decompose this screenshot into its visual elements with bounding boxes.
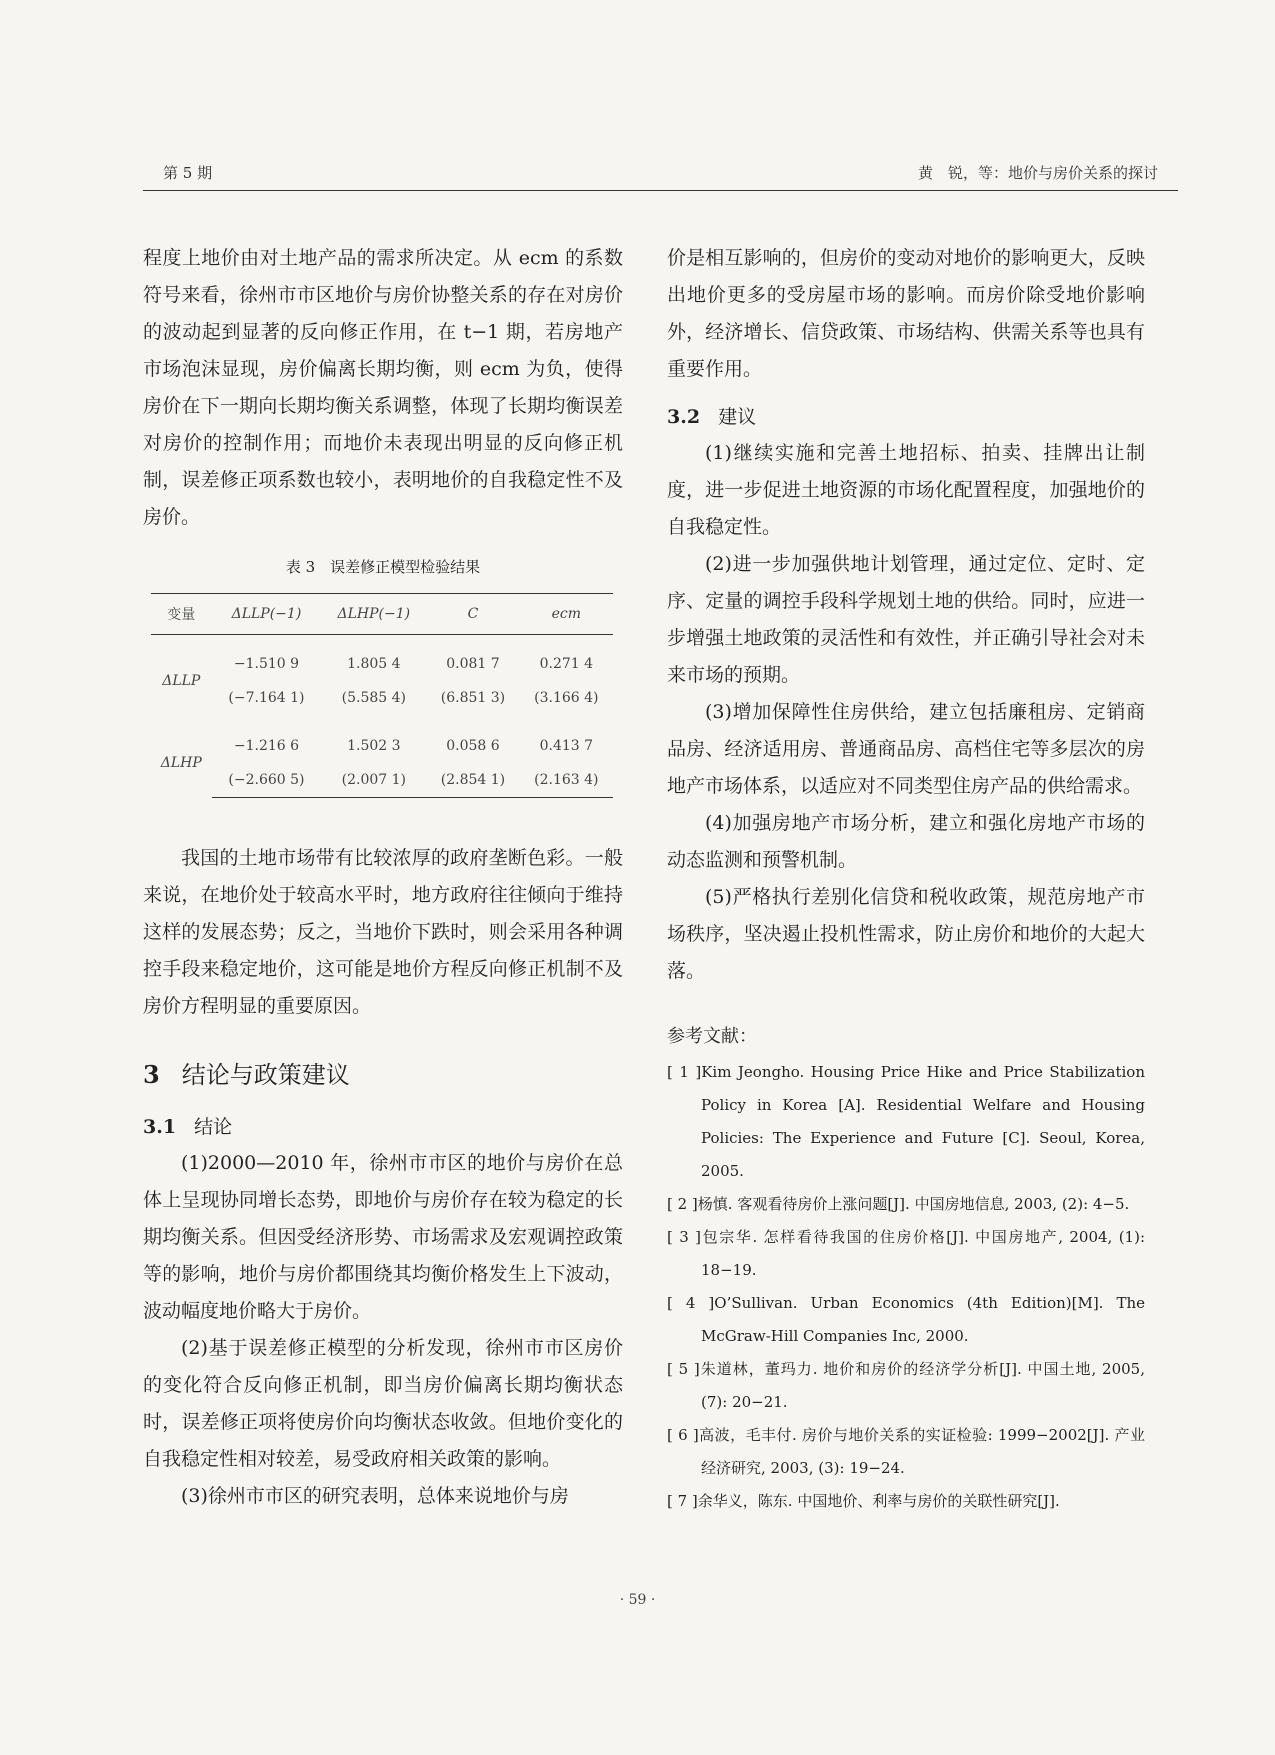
table-cell: −1.216 6 bbox=[233, 738, 300, 754]
table-cell: (2.007 1) bbox=[321, 763, 426, 798]
references-title: 参考文献： bbox=[667, 1026, 757, 1047]
paragraph: 价是相互影响的，但房价的变动对地价的影响更大，反映出地价更多的受房屋市场的影响。而房价除受地价影响外，经济增长、信贷政策、市场结构、供需关系等也具有重要作用。 bbox=[667, 247, 1145, 380]
table-cell: (3.166 4) bbox=[534, 690, 599, 706]
table-row bbox=[151, 681, 613, 715]
table-row bbox=[151, 635, 613, 648]
table-cell: (2.854 1) bbox=[426, 763, 519, 798]
table-cell-var: ΔLLP bbox=[162, 673, 201, 689]
reference-item: [ 2 ]杨慎. 客观看待房价上涨问题[J]. 中国房地信息, 2003, (2): 4−5. bbox=[667, 1195, 1130, 1213]
table-row bbox=[151, 729, 613, 763]
subsection-title: 结论 bbox=[194, 1116, 233, 1138]
paragraph: 我国的土地市场带有比较浓厚的政府垄断色彩。一般来说，在地价处于较高水平时，地方政府往往倾向于维持这样的发展态势；反之，当地价下跌时，则会采用各种调控手段来稳定地价，这可能是地价方程反向修正机制不及房价方程明显的重要原因。 bbox=[143, 847, 623, 1017]
paragraph: (5)严格执行差别化信贷和税收政策，规范房地产市场秩序，坚决遏止投机性需求，防止房价和地价的大起大落。 bbox=[667, 886, 1145, 982]
section-number: 3 bbox=[143, 1060, 160, 1089]
table-cell: 1.502 3 bbox=[347, 738, 401, 754]
table-header-cell: ΔLHP(−1) bbox=[337, 606, 411, 622]
paragraph: (2)进一步加强供地计划管理，通过定位、定时、定序、定量的调控手段科学规划土地的供给。同时，应进一步增强土地政策的灵活性和有效性，并正确引导社会对未来市场的预期。 bbox=[667, 553, 1145, 686]
reference-item: [ 1 ]Kim Jeongho. Housing Price Hike and Price Stabilization Policy in Korea [A]. Residential Welfare and Housing Policies: The Experience and Future [C]. Seoul, Korea, 2005. bbox=[667, 1063, 1145, 1180]
subsection-number: 3.1 bbox=[143, 1116, 177, 1138]
subsection-title: 建议 bbox=[718, 406, 757, 428]
section-title: 结论与政策建议 bbox=[181, 1061, 350, 1089]
paragraph: (3)增加保障性住房供给，建立包括廉租房、定销商品房、经济适用房、普通商品房、高档住宅等多层次的房地产市场体系，以适应对不同类型住房产品的供给需求。 bbox=[667, 701, 1145, 797]
table-caption: 表 3 误差修正模型检验结果 bbox=[285, 558, 481, 576]
table-header-row bbox=[151, 594, 613, 635]
reference-item: [ 6 ]高波，毛丰付. 房价与地价关系的实证检验: 1999−2002[J]. 产业经济研究, 2003, (3): 19−24. bbox=[667, 1426, 1145, 1477]
table-header-cell: ecm bbox=[551, 606, 582, 622]
table-row bbox=[151, 647, 613, 681]
subsection-heading bbox=[667, 402, 1145, 429]
table-header-cell: C bbox=[467, 606, 479, 622]
reference-item: [ 7 ]余华义，陈东. 中国地价、利率与房价的关联性研究[J]. bbox=[667, 1492, 1060, 1510]
reference-item: [ 3 ]包宗华. 怎样看待我国的住房价格[J]. 中国房地产, 2004, (1): 18−19. bbox=[667, 1228, 1145, 1279]
table-cell: 0.413 7 bbox=[539, 738, 594, 754]
results-table bbox=[151, 593, 613, 798]
subsection-heading bbox=[143, 1112, 623, 1139]
reference-item: [ 5 ]朱道林，董玛力. 地价和房价的经济学分析[J]. 中国土地, 2005, (7): 20−21. bbox=[667, 1360, 1145, 1411]
table-cell: (2.163 4) bbox=[520, 763, 613, 798]
table-cell: 0.271 4 bbox=[539, 656, 594, 672]
table-header-cell: 变量 bbox=[167, 607, 196, 623]
running-header bbox=[143, 156, 1178, 191]
table-cell: (−7.164 1) bbox=[228, 690, 305, 706]
issue-number: 第 5 期 bbox=[163, 164, 213, 182]
table-cell: (5.585 4) bbox=[341, 690, 406, 706]
section-heading bbox=[143, 1055, 623, 1090]
right-column bbox=[667, 240, 1145, 1518]
table-cell: 0.081 7 bbox=[446, 656, 500, 672]
paragraph: (1)2000—2010 年，徐州市市区的地价与房价在总体上呈现协同增长态势，即地价与房价存在较为稳定的长期均衡关系。但因受经济形势、市场需求及宏观调控政策等的影响，地价与房价都围绕其均衡价格发生上下波动，波动幅度地价略大于房价。 bbox=[143, 1152, 623, 1322]
table-cell: (−2.660 5) bbox=[212, 763, 322, 798]
paragraph: (2)基于误差修正模型的分析发现，徐州市市区房价的变化符合反向修正机制，即当房价偏离长期均衡状态时，误差修正项将使房价向均衡状态收敛。但地价变化的自我稳定性相对较差，易受政府相关政策的影响。 bbox=[143, 1337, 623, 1470]
page-number: · 59 · bbox=[619, 1592, 656, 1608]
table-row bbox=[151, 715, 613, 729]
paragraph: 程度上地价由对土地产品的需求所决定。从 ecm 的系数符号来看，徐州市市区地价与房价协整关系的存在对房价的波动起到显著的反向修正作用，在 t−1 期，若房地产市场泡沫显现，房价偏离长期均衡，则 ecm 为负，使得房价在下一期向长期均衡关系调整，体现了长期均衡误差对房价的控制作用；而地价未表现出明显的反向修正机制，误差修正项系数也较小，表明地价的自我稳定性不及房价。 bbox=[143, 247, 623, 528]
table-cell: (6.851 3) bbox=[440, 690, 506, 706]
reference-item: [ 4 ]O’Sullivan. Urban Economics (4th Edition)[M]. The McGraw-Hill Companies Inc, 2000. bbox=[667, 1294, 1145, 1345]
paragraph: (1)继续实施和完善土地招标、拍卖、挂牌出让制度，进一步促进土地资源的市场化配置程度，加强地价的自我稳定性。 bbox=[667, 442, 1145, 538]
left-column bbox=[143, 240, 623, 1515]
table-row bbox=[151, 763, 613, 798]
table-cell-var: ΔLHP bbox=[160, 755, 202, 772]
table-header-cell: ΔLLP(−1) bbox=[231, 606, 302, 622]
subsection-number: 3.2 bbox=[667, 406, 701, 428]
running-title: 黄 锐，等：地价与房价关系的探讨 bbox=[917, 164, 1158, 182]
paragraph: (4)加强房地产市场分析，建立和强化房地产市场的动态监测和预警机制。 bbox=[667, 812, 1145, 871]
table-cell: −1.510 9 bbox=[233, 656, 300, 672]
table-cell: 1.805 4 bbox=[347, 656, 401, 672]
table-cell: 0.058 6 bbox=[446, 738, 500, 754]
paragraph: (3)徐州市市区的研究表明，总体来说地价与房 bbox=[181, 1485, 569, 1507]
